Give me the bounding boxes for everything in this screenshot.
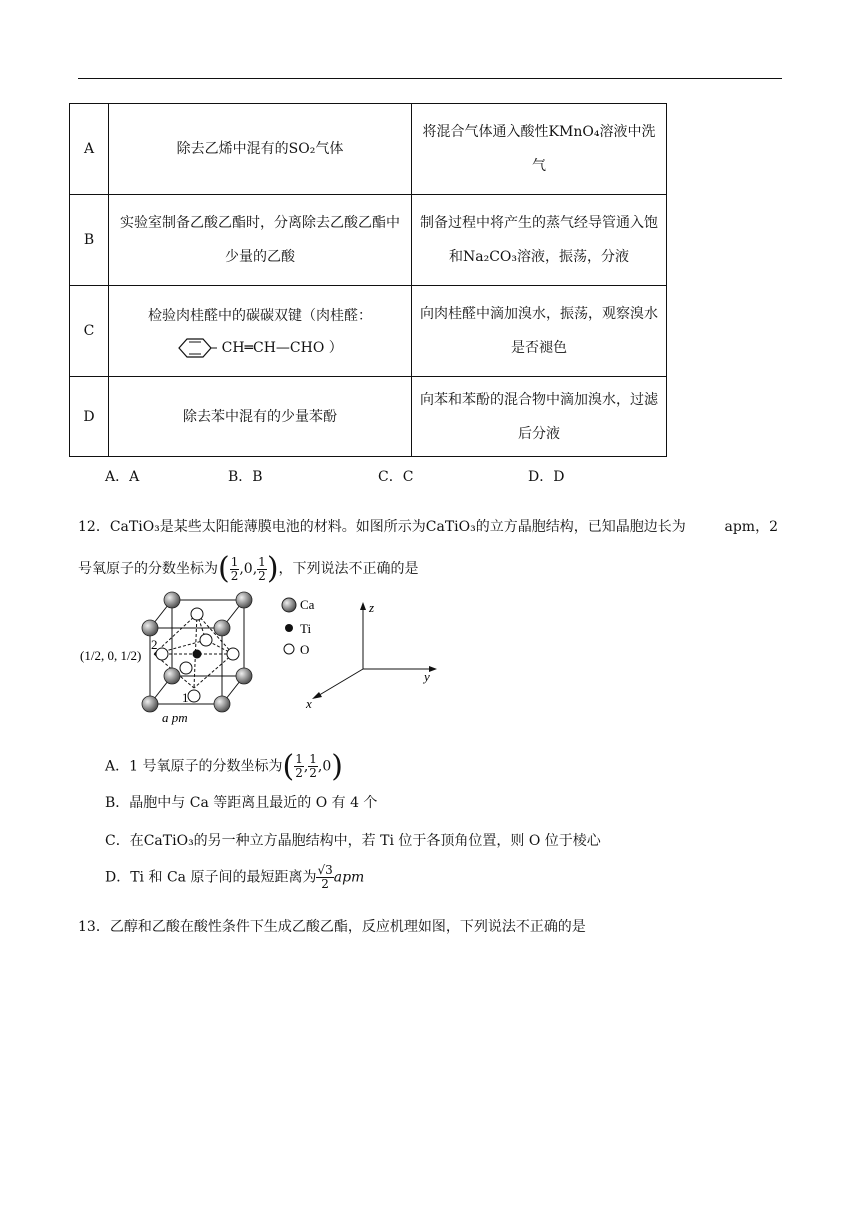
row-label: D (70, 377, 109, 457)
choice-a[interactable]: A．1 号氧原子的分数坐标为( $\frac{1}{2}$ , $\frac{1}{2}$ ,0) (105, 749, 343, 784)
label-2: 2 (151, 637, 158, 652)
q12-line2-pre: 号氧原子的分数坐标为 (78, 561, 218, 577)
options-table (69, 103, 667, 457)
legend-ca: Ca (300, 597, 315, 612)
legend-o: O (300, 642, 310, 657)
axis-x: x (306, 696, 312, 711)
row-method: 向肉桂醛中滴加溴水，振荡，观察溴水是否褪色 (412, 286, 667, 377)
row-purpose (109, 286, 412, 377)
answer-c[interactable]: C．C (378, 469, 414, 485)
row-label: B (70, 195, 109, 286)
legend-ti: Ti (300, 621, 312, 636)
row-purpose: 实验室制备乙酸乙酯时，分离除去乙酸乙酯中少量的乙酸 (109, 195, 412, 286)
table-row (70, 195, 667, 286)
row-label: A (70, 104, 109, 195)
cinnamaldehyde-formula: CH═CH—CHO ） (221, 340, 343, 356)
question-12: 12．CaTiO₃是某些太阳能薄膜电池的材料。如图所示为CaTiO₃的立方晶胞结构，已知晶胞边长为 apm，2 号氧原子的分数坐标为( $\frac{1}{2}$ ,0, $\frac{1}{2}$ )，下列说法不正确的是 (78, 505, 778, 591)
answer-a[interactable]: A．A (105, 469, 140, 485)
row-label: C (70, 286, 109, 377)
choice-d[interactable]: D．Ti 和 Ca 原子间的最短距离为 $\frac{√3}{2}$ apm (105, 863, 365, 891)
row-method: 向苯和苯酚的混合物中滴加溴水，过滤后分液 (412, 377, 667, 457)
answer-d[interactable]: D．D (528, 469, 565, 485)
row-method: 制备过程中将产生的蒸气经导管通入饱和Na₂CO₃溶液，振荡，分液 (412, 195, 667, 286)
edge-label: a pm (162, 710, 188, 725)
choice-c[interactable]: C．在CaTiO₃的另一种立方晶胞结构中，若 Ti 位于各顶角位置，则 O 位于棱心 (105, 833, 601, 849)
label-1: 1 (182, 690, 189, 705)
row-purpose-text: 检验肉桂醛中的碳碳双键（肉桂醛： (148, 308, 372, 324)
q12-line1: 12．CaTiO₃是某些太阳能薄膜电池的材料。如图所示为CaTiO₃的立方晶胞结构，已知晶胞边长为 (78, 519, 686, 535)
table-row (70, 377, 667, 457)
crystal-cell-figure (78, 588, 478, 728)
coord-label: (1/2, 0, 1/2) (80, 648, 142, 663)
axis-z: z (369, 600, 375, 615)
q12-line2-post: ，下列说法不正确的是 (278, 561, 419, 577)
axis-y: y (424, 669, 430, 684)
row-purpose: 除去苯中混有的少量苯酚 (109, 377, 412, 457)
table-row (70, 104, 667, 195)
q12-line1-tail: apm，2 (724, 519, 778, 535)
benzene-ring-icon (177, 336, 217, 360)
question-13: 13．乙醇和乙酸在酸性条件下生成乙酸乙酯，反应机理如图，下列说法不正确的是 (78, 919, 586, 935)
answer-b[interactable]: B．B (228, 469, 263, 485)
row-purpose: 除去乙烯中混有的SO₂气体 (109, 104, 412, 195)
table-row (70, 286, 667, 377)
choice-b[interactable]: B．晶胞中与 Ca 等距离且最近的 O 有 4 个 (105, 795, 378, 811)
row-method: 将混合气体通入酸性KMnO₄溶液中洗气 (412, 104, 667, 195)
header-rule (78, 78, 782, 79)
